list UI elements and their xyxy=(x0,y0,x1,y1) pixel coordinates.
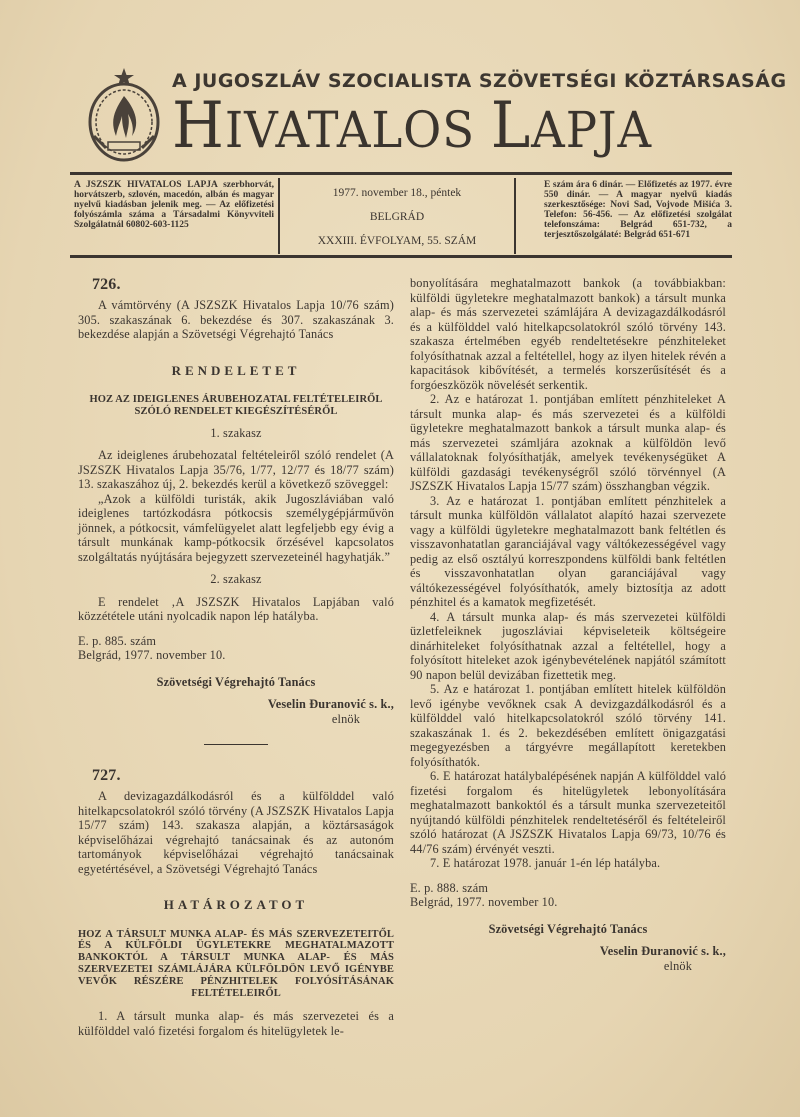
paragraph: „Azok a külföldi turisták, akik Jugoszláviában való ideiglenes tartózkodásra pótkocsis személygépjárművön jönnek, a pótkocsit, vámfelügyelet alatt legfeljebb egy évig a társult munkának kamp-pótkocsik őrzésével kapcsolatos szolgáltatás nyújtására bejegyzett szervezeteinél hagyhatják.” xyxy=(78,491,394,564)
price-info: E szám ára 6 dinár. — Előfizetés az 1977. évre 550 dinár. — A magyar nyelvű kiadás szerkesztősége: Novi Sad, Vojvode Mišića 3. Telefon: 56-456. — Az előfizetési szolgálat telefonszáma: Belgrád 651-732, a terjesztőszolgálaté: Belgrád 651-671 xyxy=(544,180,732,240)
section-heading: 1. szakasz xyxy=(210,425,262,440)
paragraph: 3. Az e határozat 1. pontjában említett pénzhitelek a társult munka külföldön vállalatot alapító hazai szervezete vagy a külföldi ügyletekre meghatalmazott bank feltétlen és visszavonhatatlan garanciájával vagy váltókezességével vagy pedig az első osztályú korreszpondens külföldi bank feltétlen és visszavonhatatlan olyan garanciájával vagy váltókezességével folyósíthatók, amely biztosítja az adott pénzhitel és a kamatok megfizetését. xyxy=(410,493,726,609)
state-emblem-icon xyxy=(84,66,164,166)
section-heading: 2. szakasz xyxy=(210,572,262,587)
issuing-council: Szövetségi Végrehajtó Tanács xyxy=(488,921,648,936)
reference-number: E. p. 885. szám xyxy=(78,633,157,648)
signatory-role: elnök xyxy=(331,711,360,726)
paragraph: Az ideiglenes árubehozatal feltételeiről szóló rendelet (A JSZSZK Hivatalos Lapja 35/76, 1/77, 12/77 és 18/77 szám) 13. szakaszához új, 2. bekezdés kerül a következő szöveggel: xyxy=(78,448,394,492)
issue-volume: XXXIII. ÉVFOLYAM, 55. SZÁM xyxy=(317,235,477,247)
document-subject: HOZ A TÁRSULT MUNKA ALAP- ÉS MÁS SZERVEZETEITŐL ÉS A KÜLFÖLDI ÜGYLETEKRE MEGHATALMAZOTT BANKOKTÓL A TÁRSULT MUNKA ALAP- ÉS MÁS SZERVEZETEI SZÁMLÁJÁRA KÜLFÖLDÖN LEVŐ IGÉNYBE VEVŐK RÉSZÉRE PÉNZHITELEK FOLYÓSÍTÁSÁNAK FELTÉTELEIRŐL xyxy=(78,928,394,999)
paragraph: E rendelet ‚A JSZSZK Hivatalos Lapjában való közzététele utáni nyolcadik napon lép hatályba. xyxy=(78,594,394,624)
preamble: A devizagazdálkodásról és a külfölddel való hitelkapcsolatokról szóló törvény (A JSZSZK Hivatalos Lapja 15/77 szám) 143. szakasza alapján, a köztársaságok képviselőházai végrehajtó tanácsainak és az autonóm tartományok képviselőházai végrehajtó tanácsainak egyetértésével, a Szövetségi Végrehajtó Tanács xyxy=(78,789,394,876)
paragraph: 2. Az e határozat 1. pontjában említett pénzhiteleket A társult munka alap- és más szervezetei és a külföldi ügyletekre meghatalmazott bankok a társult munka alap- és más szervezetei számljára azoknak a külföldön levő vállalatoknak folyósíthatják, amelyek tevékenységüket A külföldi gazdasági tevékenységről szóló törvénnyel (A JSZSZK Hivatalos Lapja 15/77 szám) összhangban végzik. xyxy=(410,392,726,493)
signatory: Veselin Đuranović s. k., xyxy=(267,697,394,712)
column-left xyxy=(78,276,394,1038)
signatory-role: elnök xyxy=(663,958,692,973)
signatory: Veselin Đuranović s. k., xyxy=(599,944,726,958)
document-subject: HOZ AZ IDEIGLENES ÁRUBEHOZATAL FELTÉTELEIRŐL SZÓLÓ RENDELET KIEGÉSZÍTÉSÉRŐL xyxy=(89,394,383,417)
masthead-title: HIVATALOS LAPJA xyxy=(172,89,652,163)
header-divider-left xyxy=(278,178,280,254)
paragraph: bonyolítására meghatalmazott bankok (a továbbiakban: külföldi ügyletekre meghatalmazott bankok) a társult munka alap- és más szervezetei számlájára A devizagazdálkodásról és a külfölddel való hitelkapcsolatokról szóló törvény 143. szakasza értelmében egyéb rendeltetésekre pénzhiteleket folyósíthatnak azzal a feltétellel, hogy az ilyen hitelek révén a kapacitások kibővítését, a termelés korszerűsítését és a forgóeszközök növelését serkentik. xyxy=(410,276,726,392)
subscription-info: A JSZSZK HIVATALOS LAPJA szerbhorvát, horvátszerb, szlovén, macedón, albán és magyar nyelvű kiadásban jelenik meg. — Az előfizetési folyószámla száma a Társadalmi Könyvviteli Szolgálatnál 60802-603-1125 xyxy=(74,180,274,230)
header-rule-top xyxy=(70,172,732,175)
reference-number: E. p. 888. szám xyxy=(410,880,489,895)
paragraph: 6. E határozat hatálybalépésének napján A külfölddel való fizetési forgalom és hitelügyletek lebonyolítására meghatalmazott bankoktól és a társult munka szervezeteitől nyújtandó külföldi pénzhitelek rendeltetéséről és feltételeiről szóló határozat (A JSZSZK Hivatalos Lapja 69/73, 10/76 és 44/76 szám) érvényét veszti. xyxy=(410,769,726,856)
preamble: A vámtörvény (A JSZSZK Hivatalos Lapja 10/76 szám) 305. szakaszának 6. bekezdése és 307. szakaszának 3. bekezdése alapján a Szövetségi Végrehajtó Tanács xyxy=(78,298,394,341)
paragraph: 1. A társult munka alap- és más szervezetei és a külfölddel való fizetési forgalom és hitelügyletek le- xyxy=(78,1009,394,1038)
issuing-council: Szövetségi Végrehajtó Tanács xyxy=(156,674,316,689)
column-right xyxy=(410,276,726,973)
document-type: RENDELETET xyxy=(171,362,301,378)
document-number: 726. xyxy=(92,276,121,293)
header-divider-right xyxy=(514,178,516,254)
place-date: Belgrád, 1977. november 10. xyxy=(78,648,226,663)
document-divider xyxy=(204,744,268,745)
issue-place: BELGRÁD xyxy=(369,211,425,223)
issue-date: 1977. november 18., péntek xyxy=(332,187,462,199)
header-rule-bottom xyxy=(70,255,732,258)
document-type: HATÁROZATOT xyxy=(163,897,309,913)
document-number: 727. xyxy=(92,767,121,785)
paragraph: 4. A társult munka alap- és más szervezetei külföldi üzletfeleiknek jugoszláviai képviseleteik költségeire dinárhiteleket folyósíthatnak azzal a feltétellel, hogy a folyósított hiteleket azok igénybevételének napjától számított 90 napon belül devizában fizettetik meg. xyxy=(410,609,726,682)
place-date: Belgrád, 1977. november 10. xyxy=(410,895,558,909)
paragraph: 7. E határozat 1978. január 1-én lép hatályba. xyxy=(430,856,661,870)
issue-info xyxy=(282,181,512,253)
publisher-line: A JUGOSZLÁV SZOCIALISTA SZÖVETSÉGI KÖZTÁRSASÁG xyxy=(172,70,787,92)
paragraph: 5. Az e határozat 1. pontjában említett hitelek külföldön levő igénybe vevőknek csak A devizgazdálkodásról és a külfölddel való hitelkapcsolatokról szóló törvény 141. szakaszának 1. és 2. bekezdésében említett önigazgatási megegyezésben a tárgyévre megállapított keretekben folyósíthatók. xyxy=(410,682,726,769)
